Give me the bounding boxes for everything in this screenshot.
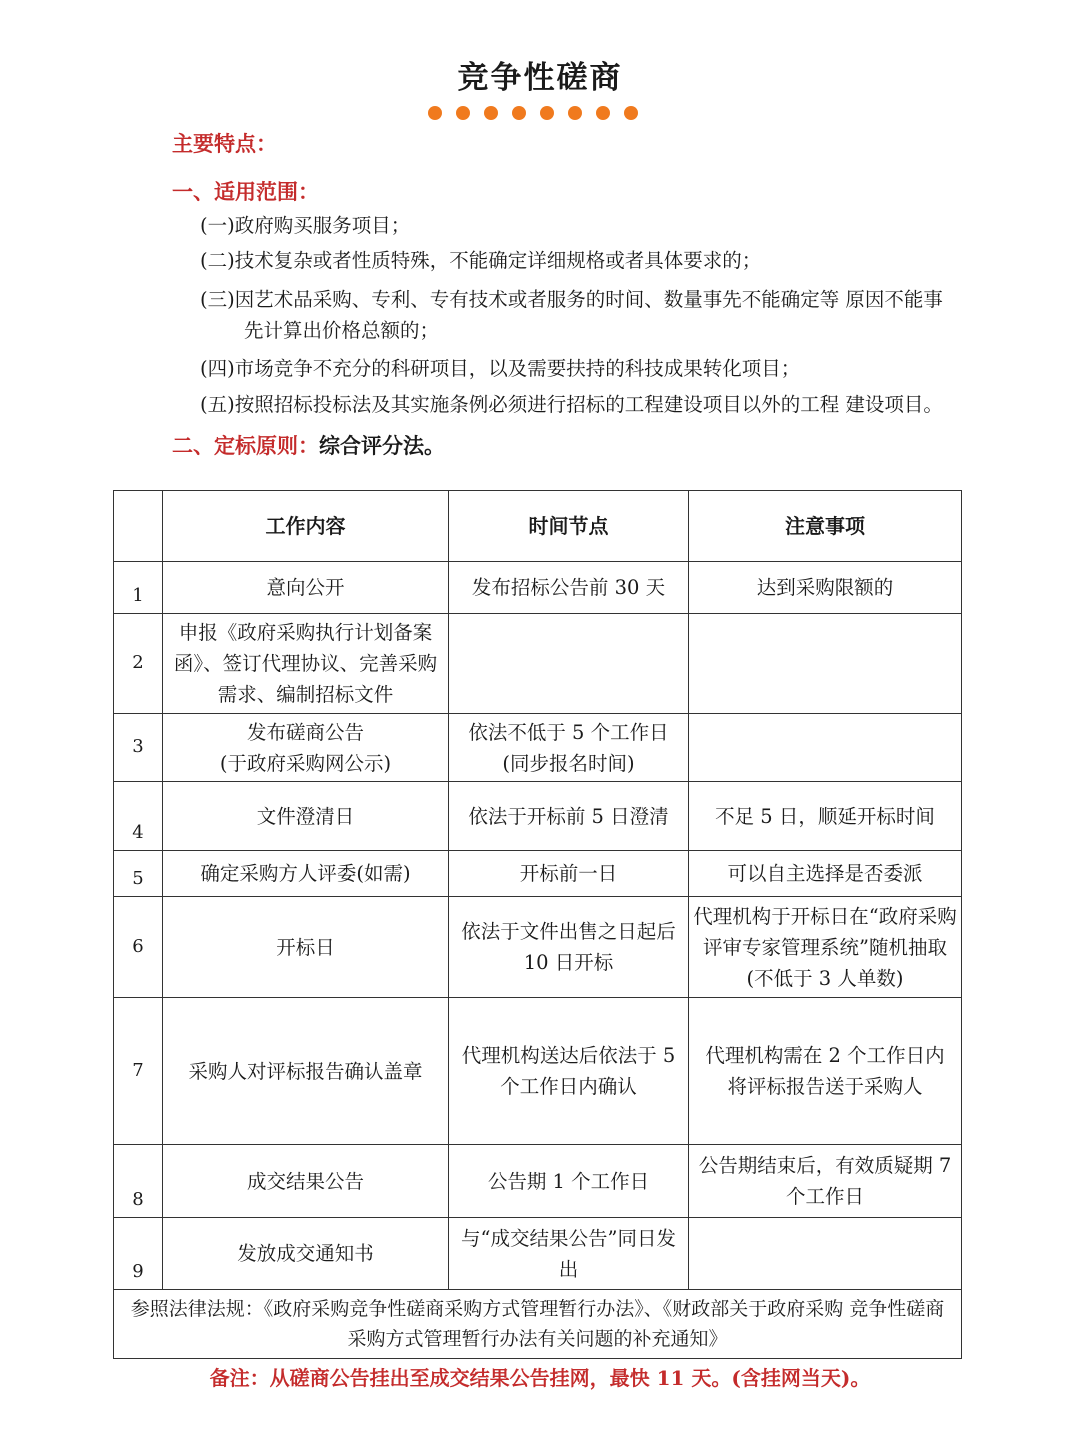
- principle-row: [172, 430, 445, 460]
- principle-heading: 二、定标原则：: [172, 433, 319, 458]
- principle-value: 综合评分法。: [319, 433, 445, 458]
- note-cell: 可以自主选择是否委派: [689, 851, 962, 897]
- table-row: [114, 998, 962, 1145]
- dot-icon: [568, 106, 582, 120]
- content-cell: 采购人对评标报告确认盖章: [163, 998, 449, 1145]
- dot-icon: [596, 106, 610, 120]
- scope-item: (三)因艺术品采购、专利、专有技术或者服务的时间、数量事先不能确定等 原因不能事: [200, 288, 943, 311]
- dot-icon: [512, 106, 526, 120]
- scope-item: 先计算出价格总额的；: [244, 319, 440, 342]
- table-row: [114, 897, 962, 998]
- time-cell: 与“成交结果公告”同日发出: [449, 1218, 689, 1290]
- content-cell: 发布磋商公告 (于政府采购网公示): [163, 714, 449, 782]
- table-row: [114, 782, 962, 851]
- note-cell: 达到采购限额的: [689, 562, 962, 614]
- content-cell: 成交结果公告: [163, 1145, 449, 1218]
- content-cell: 申报《政府采购执行计划备案函》、签订代理协议、完善采购需求、编制招标文件: [163, 614, 449, 714]
- dot-icon: [456, 106, 470, 120]
- row-number: 4: [114, 782, 163, 851]
- page-title: 竞争性磋商: [457, 60, 623, 96]
- row-number: 2: [114, 614, 163, 714]
- note-cell: [689, 1218, 962, 1290]
- note-cell: [689, 714, 962, 782]
- note-cell: 公告期结束后，有效质疑期 7 个工作日: [689, 1145, 962, 1218]
- time-cell: 公告期 1 个工作日: [449, 1145, 689, 1218]
- header-cell: 注意事项: [689, 491, 962, 562]
- content-cell: 意向公开: [163, 562, 449, 614]
- time-cell: 发布招标公告前 30 天: [449, 562, 689, 614]
- table-row: [114, 1145, 962, 1218]
- row-number: 9: [114, 1218, 163, 1290]
- table-row: [114, 714, 962, 782]
- dot-icon: [540, 106, 554, 120]
- dot-icon: [428, 106, 442, 120]
- table-row: [114, 614, 962, 714]
- scope-item: (五)按照招标投标法及其实施条例必须进行招标的工程建设项目以外的工程 建设项目。: [200, 393, 943, 416]
- row-number: 3: [114, 714, 163, 782]
- time-cell: [449, 614, 689, 714]
- content-cell: 发放成交通知书: [163, 1218, 449, 1290]
- header-cell: 时间节点: [449, 491, 689, 562]
- law-reference: 参照法律法规：《政府采购竞争性磋商采购方式管理暂行办法》、《财政部关于政府采购 竞争性磋商采购方式管理暂行办法有关问题的补充通知》: [114, 1290, 962, 1359]
- time-cell: 依法不低于 5 个工作日 (同步报名时间): [449, 714, 689, 782]
- note-cell: 代理机构于开标日在“政府采购评审专家管理系统”随机抽取(不低于 3 人单数): [689, 897, 962, 998]
- time-cell: 依法于开标前 5 日澄清: [449, 782, 689, 851]
- time-cell: 依法于文件出售之日起后 10 日开标: [449, 897, 689, 998]
- remark: 备注：从磋商公告挂出至成交结果公告挂网，最快 11 天。(含挂网当天)。: [209, 1366, 871, 1390]
- header-cell: 工作内容: [163, 491, 449, 562]
- scope-heading: 一、适用范围：: [172, 179, 319, 204]
- features-heading: 主要特点：: [172, 131, 277, 156]
- dot-icon: [484, 106, 498, 120]
- table-row: [114, 851, 962, 897]
- row-number: 5: [114, 851, 163, 897]
- row-number: 7: [114, 998, 163, 1145]
- scope-item: (二)技术复杂或者性质特殊，不能确定详细规格或者具体要求的；: [200, 249, 762, 272]
- law-row: [114, 1290, 962, 1359]
- procedure-table: [113, 490, 962, 1359]
- time-cell: 开标前一日: [449, 851, 689, 897]
- note-cell: 不足 5 日，顺延开标时间: [689, 782, 962, 851]
- header-cell: [114, 491, 163, 562]
- scope-item: (四)市场竞争不充分的科研项目，以及需要扶持的科技成果转化项目；: [200, 357, 801, 380]
- table-row: [114, 1218, 962, 1290]
- note-cell: 代理机构需在 2 个工作日内 将评标报告送于采购人: [689, 998, 962, 1145]
- dot-icon: [624, 106, 638, 120]
- row-number: 6: [114, 897, 163, 998]
- time-cell: 代理机构送达后依法于 5 个工作日内确认: [449, 998, 689, 1145]
- row-number: 8: [114, 1145, 163, 1218]
- table-row: [114, 562, 962, 614]
- content-cell: 确定采购方人评委(如需): [163, 851, 449, 897]
- row-number: 1: [114, 562, 163, 614]
- content-cell: 开标日: [163, 897, 449, 998]
- note-cell: [689, 614, 962, 714]
- scope-item: (一)政府购买服务项目；: [200, 214, 411, 237]
- table-header-row: [114, 491, 962, 562]
- content-cell: 文件澄清日: [163, 782, 449, 851]
